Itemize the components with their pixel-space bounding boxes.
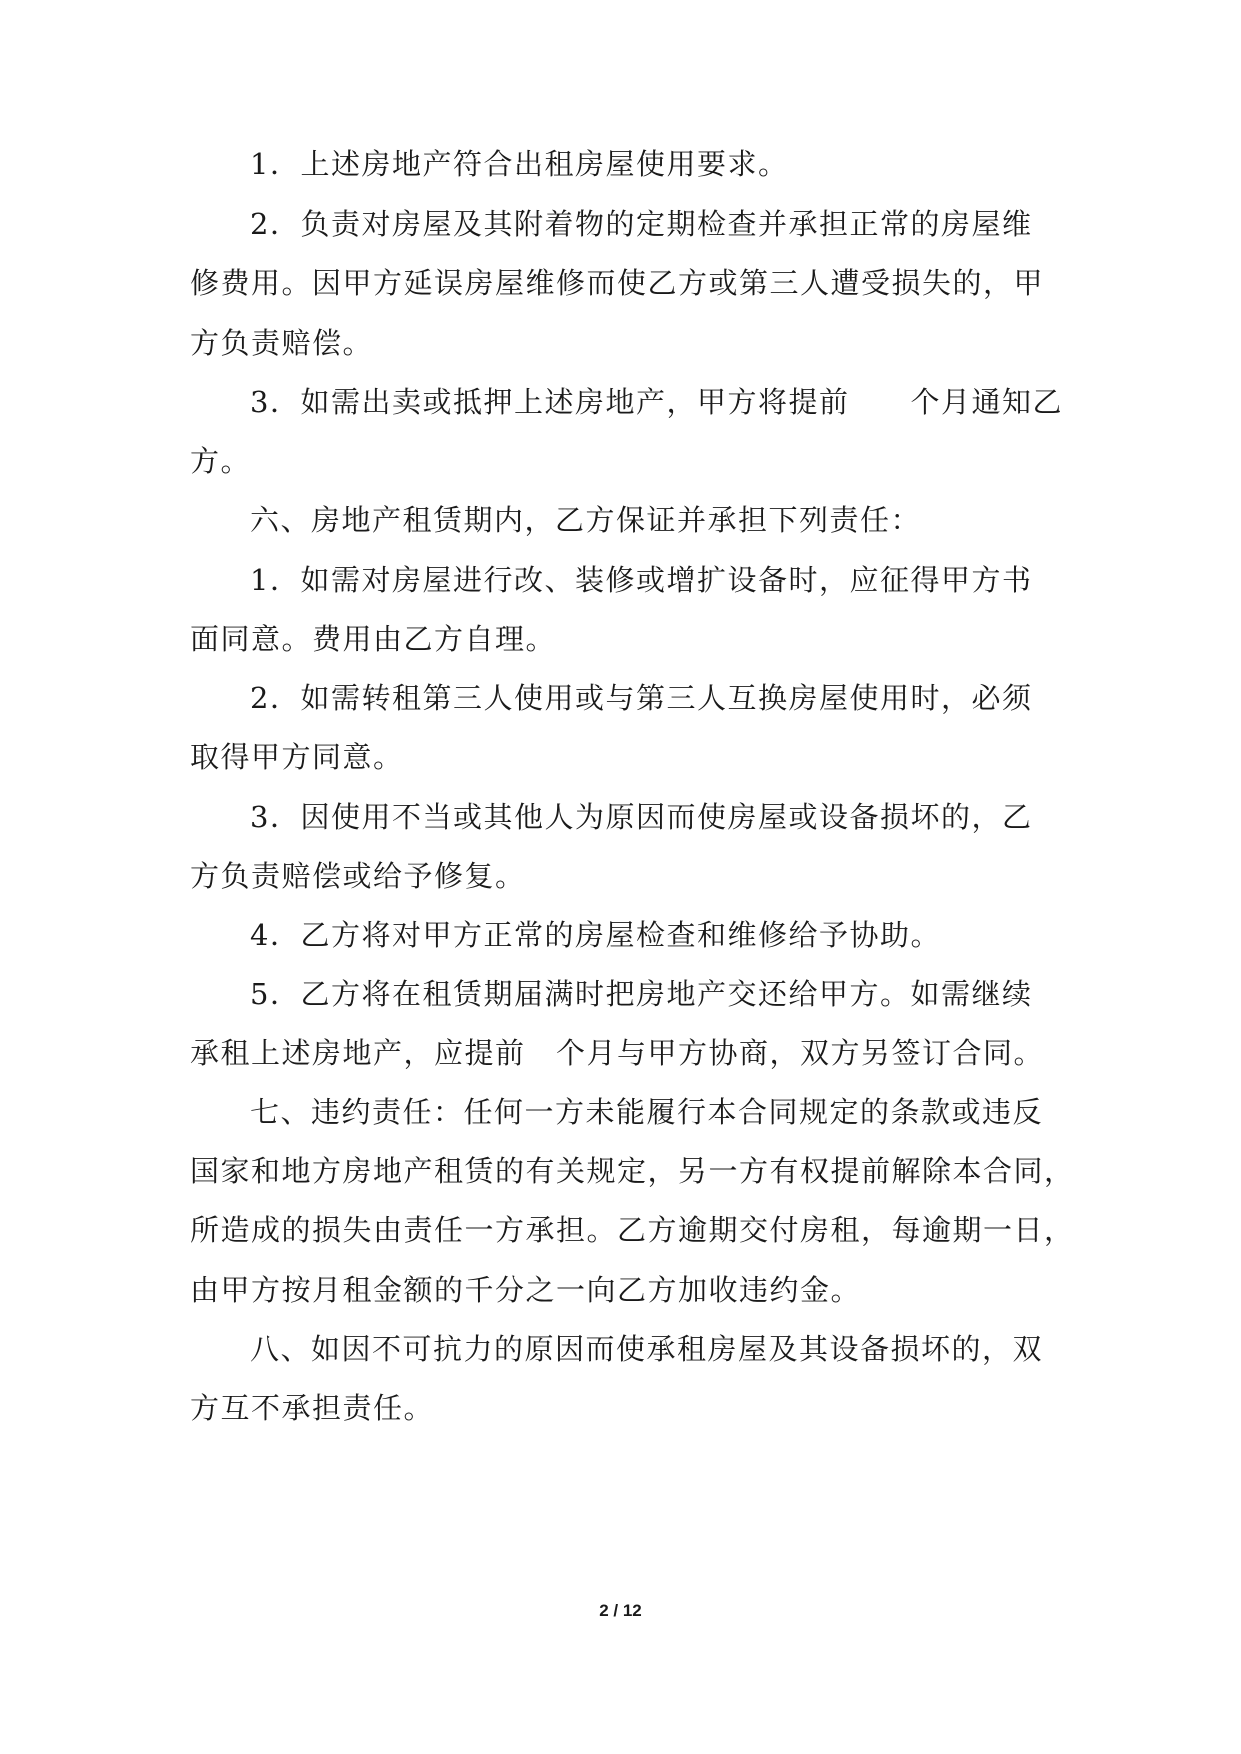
text-line: 1．上述房地产符合出租房屋使用要求。 [250, 147, 789, 181]
text-line: 由甲方按月租金额的千分之一向乙方加收违约金。 [190, 1273, 862, 1307]
text-line: 2．如需转租第三人使用或与第三人互换房屋使用时，必须 [250, 681, 1033, 715]
page-number: 2 / 12 [599, 1601, 642, 1620]
text-line: 2．负责对房屋及其附着物的定期检查并承担正常的房屋维 [250, 207, 1033, 241]
text-line: 面同意。费用由乙方自理。 [190, 622, 557, 656]
text-line: 国家和地方房地产租赁的有关规定，另一方有权提前解除本合同， [190, 1154, 1075, 1188]
text-line: 方负责赔偿或给予修复。 [190, 859, 526, 893]
text-line: 4．乙方将对甲方正常的房屋检查和维修给予协助。 [250, 918, 941, 952]
section-heading: 八、如因不可抗力的原因而使承租房屋及其设备损坏的，双 [250, 1332, 1044, 1366]
text-line: 方。 [190, 444, 252, 478]
text-line: 3．如需出卖或抵押上述房地产，甲方将提前 个月通知乙 [250, 385, 1063, 419]
text-line: 所造成的损失由责任一方承担。乙方逾期交付房租，每逾期一日， [190, 1213, 1075, 1247]
text-line: 取得甲方同意。 [190, 740, 404, 774]
text-line: 5．乙方将在租赁期届满时把房地产交还给甲方。如需继续 [250, 977, 1033, 1011]
text-line: 承租上述房地产，应提前 个月与甲方协商，双方另签订合同。 [190, 1036, 1045, 1070]
text-line: 修费用。因甲方延误房屋维修而使乙方或第三人遭受损失的，甲 [190, 266, 1045, 300]
text-line: 方互不承担责任。 [190, 1391, 435, 1425]
section-heading: 七、违约责任：任何一方未能履行本合同规定的条款或违反 [250, 1095, 1044, 1129]
section-heading: 六、房地产租赁期内，乙方保证并承担下列责任： [250, 503, 922, 537]
text-line: 1．如需对房屋进行改、装修或增扩设备时，应征得甲方书 [250, 563, 1033, 597]
text-line: 方负责赔偿。 [190, 326, 374, 360]
text-line: 3．因使用不当或其他人为原因而使房屋或设备损坏的，乙 [250, 800, 1033, 834]
